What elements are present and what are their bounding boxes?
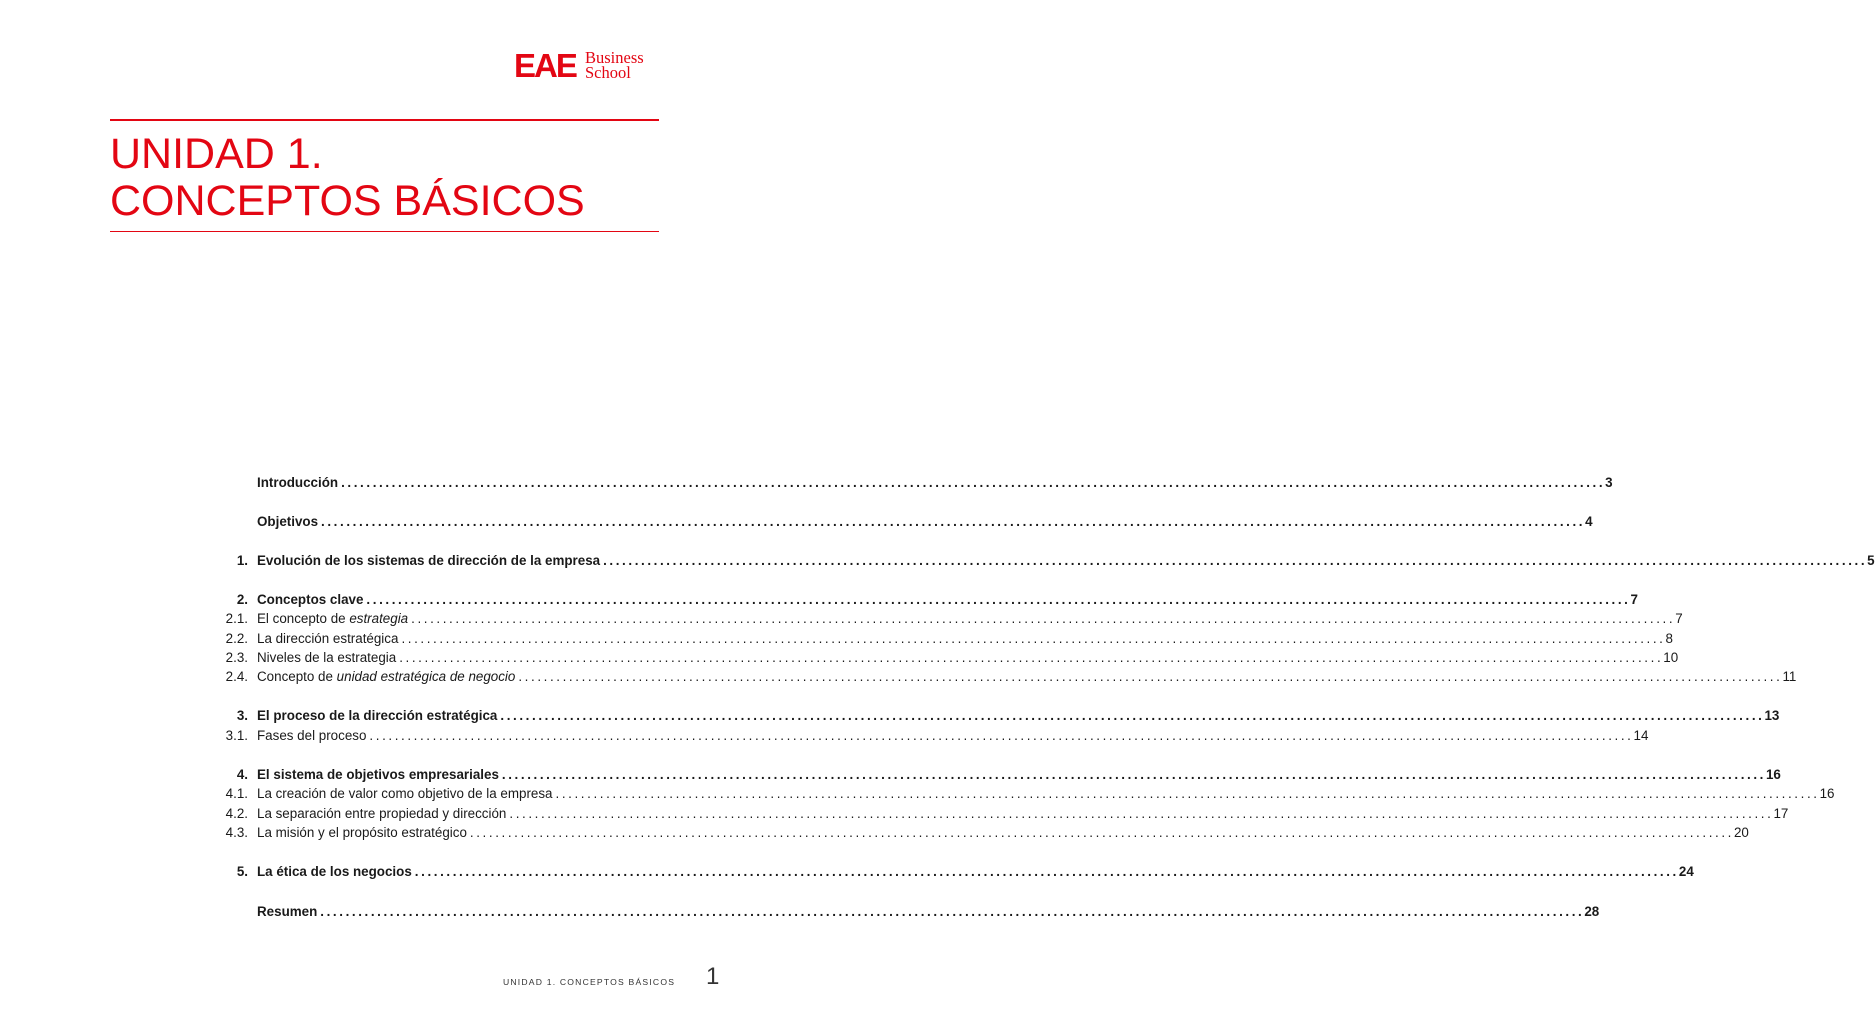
dot-leader: ........................................................................................................................................................................................................ (366, 592, 1631, 607)
logo-line-1: Business (585, 48, 644, 67)
toc-entry-body (257, 765, 1781, 785)
dot-leader: ........................................................................................................................................................................................................ (369, 728, 1634, 743)
toc-entry (200, 512, 1593, 532)
toc-entry-number: 5. (236, 864, 248, 879)
toc-entry (200, 551, 1875, 571)
toc-entry-body (257, 609, 1683, 629)
toc-entry-body (257, 902, 1600, 922)
toc-entry-body (257, 784, 1835, 804)
toc-entry-title: El proceso de la dirección estratégica (257, 708, 498, 723)
dot-leader: ........................................................................................................................................................................................................ (500, 708, 1765, 723)
toc-entry-page: 16 (1819, 786, 1835, 801)
toc-entry-body (257, 804, 1789, 824)
toc-entry-body (257, 823, 1749, 843)
toc-entry-number: 3. (236, 708, 248, 723)
toc-entry-title: La separación entre propiedad y dirección (257, 806, 507, 821)
toc-entry-body (257, 551, 1875, 571)
dot-leader: ........................................................................................................................................................................................................ (341, 475, 1606, 490)
title-line-1: UNIDAD 1. (110, 130, 323, 178)
toc-entry-page: 28 (1584, 904, 1600, 919)
dot-leader: ........................................................................................................................................................................................................ (501, 767, 1766, 782)
toc-entry (200, 629, 1673, 649)
toc-entry-title: Niveles de la estrategia (257, 650, 397, 665)
dot-leader: ........................................................................................................................................................................................................ (603, 553, 1868, 568)
toc-entry-title: Introducción (257, 475, 339, 490)
toc-entry-number: 4.3. (225, 825, 248, 840)
toc-entry-number: 4. (236, 767, 248, 782)
toc-entry-body (257, 512, 1593, 532)
toc-entry-title: La creación de valor como objetivo de la empresa (257, 786, 553, 801)
dot-leader: ........................................................................................................................................................................................................ (321, 514, 1586, 529)
toc-entry-title-emphasis: estrategia (349, 611, 409, 626)
title-line-2: CONCEPTOS BÁSICOS (110, 177, 585, 225)
logo-mark: EAE (514, 47, 576, 84)
toc-entry-body (257, 473, 1613, 493)
toc-entry-page: 11 (1782, 669, 1797, 684)
dot-leader: ........................................................................................................................................................................................................ (320, 904, 1585, 919)
logo-line-2: School (585, 63, 631, 82)
toc-entry-number: 2.3. (225, 650, 248, 665)
toc-entry-title: El sistema de objetivos empresariales (257, 767, 499, 782)
toc-entry-title-emphasis: unidad estratégica de negocio (336, 669, 516, 684)
toc-entry-page: 13 (1764, 708, 1780, 723)
toc-entry-body (257, 706, 1780, 726)
toc-entry-body (257, 648, 1679, 668)
toc-entry-body (257, 862, 1694, 882)
toc-entry-page: 4 (1585, 514, 1593, 529)
toc-entry-title (257, 667, 515, 687)
toc-entry-page: 7 (1630, 592, 1638, 607)
toc-entry-body (257, 590, 1638, 610)
running-footer-title: UNIDAD 1. CONCEPTOS BÁSICOS (503, 977, 676, 987)
dot-leader: ........................................................................................................................................................................................................ (555, 786, 1820, 801)
toc-entry (200, 706, 1780, 726)
toc-entry-title: La ética de los negocios (257, 864, 412, 879)
toc-entry (200, 648, 1679, 668)
toc-entry-number: 3.1. (225, 728, 248, 743)
title-top-rule (110, 119, 659, 121)
toc-entry-body (257, 667, 1797, 687)
toc-entry (200, 784, 1835, 804)
toc-entry-body (257, 726, 1649, 746)
toc-entry (200, 473, 1613, 493)
toc-entry-title (257, 609, 408, 629)
page-number: 1 (706, 963, 720, 990)
toc-entry-page: 3 (1605, 475, 1613, 490)
toc-entry-title: Fases del proceso (257, 728, 367, 743)
toc-entry-page: 17 (1773, 806, 1789, 821)
toc-entry-title: Objetivos (257, 514, 319, 529)
toc-entry-number: 4.1. (225, 786, 248, 801)
toc-entry-page: 10 (1663, 650, 1679, 665)
toc-entry-number: 4.2. (225, 806, 248, 821)
toc-entry-title: Resumen (257, 904, 318, 919)
toc-entry (200, 726, 1649, 746)
dot-leader: ........................................................................................................................................................................................................ (411, 611, 1676, 626)
toc-entry (200, 609, 1683, 629)
dot-leader: ........................................................................................................................................................................................................ (469, 825, 1734, 840)
toc-entry (200, 667, 1797, 687)
toc-entry (200, 765, 1781, 785)
toc-entry-number: 2.2. (225, 631, 248, 646)
toc-entry-body (257, 629, 1673, 649)
dot-leader: ........................................................................................................................................................................................................ (509, 806, 1774, 821)
toc-entry (200, 862, 1694, 882)
dot-leader: ........................................................................................................................................................................................................ (399, 650, 1664, 665)
toc-entry-page: 16 (1765, 767, 1781, 782)
toc-entry-title: Evolución de los sistemas de dirección de la empresa (257, 553, 601, 568)
toc-entry-title-text: El concepto de (257, 611, 350, 626)
toc-entry (200, 902, 1600, 922)
toc-entry-page: 8 (1665, 631, 1673, 646)
toc-entry-page: 7 (1675, 611, 1683, 626)
dot-leader: ........................................................................................................................................................................................................ (401, 631, 1666, 646)
toc-entry-title: La misión y el propósito estratégico (257, 825, 467, 840)
dot-leader: ........................................................................................................................................................................................................ (518, 669, 1783, 684)
title-bottom-rule (110, 231, 659, 232)
page-title (110, 131, 585, 225)
toc-entry-number: 2.1. (225, 611, 248, 626)
toc-entry (200, 804, 1789, 824)
toc-entry-title-text: Concepto de (257, 669, 337, 684)
toc-entry-number: 1. (236, 553, 248, 568)
toc-entry-number: 2. (236, 592, 248, 607)
toc-entry-page: 20 (1733, 825, 1749, 840)
toc-entry-title: Conceptos clave (257, 592, 364, 607)
dot-leader: ........................................................................................................................................................................................................ (414, 864, 1679, 879)
toc-entry-page: 14 (1633, 728, 1649, 743)
toc-entry (200, 590, 1638, 610)
logo-wordmark (585, 50, 644, 80)
toc-entry-title: La dirección estratégica (257, 631, 399, 646)
toc-entry-page: 5 (1867, 553, 1875, 568)
toc-entry-page: 24 (1678, 864, 1694, 879)
toc-entry-number: 2.4. (225, 669, 248, 684)
toc-entry (200, 823, 1749, 843)
